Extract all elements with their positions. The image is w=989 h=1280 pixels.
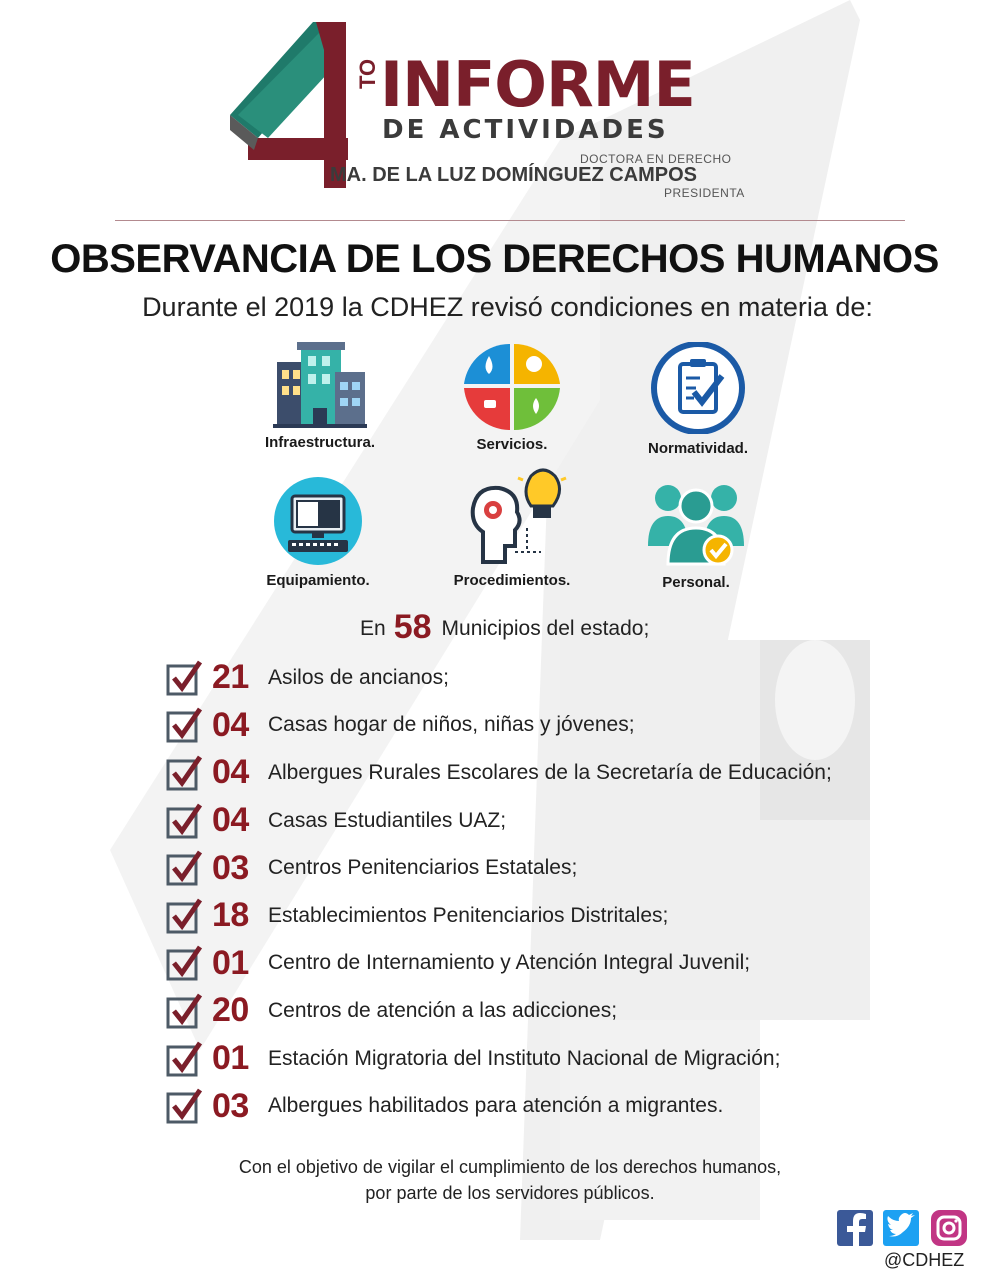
checkbox-checked-icon: [166, 1088, 204, 1124]
list-item: [166, 1082, 926, 1130]
list-item: [166, 654, 926, 702]
footnote-line: Con el objetivo de vigilar el cumplimiento de los derechos humanos,: [238, 1157, 782, 1177]
president-name: MA. DE LA LUZ DOMÍNGUEZ CAMPOS: [330, 164, 698, 186]
item-text: Asilos de ancianos;: [268, 665, 449, 689]
checkbox-checked-icon: [166, 1041, 204, 1077]
president-position: PRESIDENTA: [664, 186, 745, 200]
category-equipamiento: [238, 476, 398, 589]
municipalities-line: [360, 608, 649, 647]
list-item: [166, 844, 926, 892]
category-servicios: [432, 342, 592, 453]
municipalities-count: 58: [393, 608, 432, 646]
category-label: Procedimientos.: [453, 572, 571, 589]
list-item: [166, 987, 926, 1035]
twitter-icon[interactable]: [883, 1210, 919, 1246]
checkbox-checked-icon: [166, 945, 204, 981]
item-text: Centro de Internamiento y Atención Integral Juvenil;: [268, 951, 751, 975]
list-item: [166, 797, 926, 845]
item-text: Centros Penitenciarios Estatales;: [268, 856, 578, 880]
building-icon: [273, 342, 367, 428]
item-count: 03: [212, 1086, 249, 1125]
checkbox-checked-icon: [166, 755, 204, 791]
header-divider: [115, 220, 905, 221]
checkbox-checked-icon: [166, 993, 204, 1029]
checkbox-checked-icon: [166, 707, 204, 743]
item-count: 21: [212, 658, 249, 697]
report-subtitle: DE ACTIVIDADES: [382, 115, 669, 145]
checkbox-checked-icon: [166, 898, 204, 934]
municipalities-suffix: Municipios del estado;: [441, 617, 650, 640]
list-item: [166, 1035, 926, 1083]
category-label: Normatividad.: [647, 440, 749, 457]
item-count: 01: [212, 943, 249, 982]
list-item: [166, 892, 926, 940]
facilities-list: [166, 654, 926, 1130]
president-degree: DOCTORA EN DERECHO: [580, 152, 732, 166]
footnote-line: por parte de los servidores públicos.: [365, 1183, 655, 1203]
social-links: [835, 1208, 975, 1253]
item-count: 01: [212, 1039, 249, 1078]
item-text: Albergues habilitados para atención a migrantes.: [268, 1094, 724, 1118]
report-title: INFORME: [380, 48, 695, 121]
category-label: Equipamiento.: [266, 572, 370, 589]
item-count: 04: [212, 705, 249, 744]
services-icon: [462, 342, 562, 430]
list-item: [166, 702, 926, 750]
category-procedimientos: [432, 466, 592, 589]
clipboard-check-icon: [650, 342, 746, 434]
item-count: 04: [212, 801, 249, 840]
item-count: 20: [212, 991, 249, 1030]
category-label: Infraestructura.: [264, 434, 376, 451]
page-title: OBSERVANCIA DE LOS DERECHOS HUMANOS: [50, 237, 939, 281]
social-handle: @CDHEZ: [884, 1250, 965, 1270]
item-text: Estación Migratoria del Instituto Nacional de Migración;: [268, 1046, 781, 1070]
category-infraestructura: [240, 342, 400, 451]
instagram-icon[interactable]: [931, 1210, 967, 1246]
category-personal: [616, 476, 776, 591]
item-text: Casas hogar de niños, niñas y jóvenes;: [268, 713, 635, 737]
checkbox-checked-icon: [166, 850, 204, 886]
ordinal-suffix: TO: [355, 58, 380, 89]
checkbox-checked-icon: [166, 660, 204, 696]
list-item: [166, 940, 926, 988]
item-count: 18: [212, 896, 249, 935]
category-label: Servicios.: [476, 436, 548, 453]
head-lightbulb-icon: [457, 466, 567, 566]
intro-text: Durante el 2019 la CDHEZ revisó condiciones en materia de:: [142, 292, 873, 322]
item-text: Centros de atención a las adicciones;: [268, 998, 618, 1022]
item-count: 03: [212, 848, 249, 887]
item-count: 04: [212, 753, 249, 792]
municipalities-prefix: En: [360, 617, 386, 640]
team-check-icon: [646, 476, 746, 568]
facebook-icon[interactable]: [837, 1210, 873, 1246]
checkbox-checked-icon: [166, 803, 204, 839]
category-label: Personal.: [662, 574, 730, 591]
category-normatividad: [618, 342, 778, 457]
item-text: Casas Estudiantiles UAZ;: [268, 808, 507, 832]
list-item: [166, 749, 926, 797]
objective-footnote: [180, 1154, 840, 1206]
item-text: Albergues Rurales Escolares de la Secretaría de Educación;: [268, 760, 832, 784]
computer-icon: [270, 476, 366, 566]
item-text: Establecimientos Penitenciarios Distritales;: [268, 903, 669, 927]
